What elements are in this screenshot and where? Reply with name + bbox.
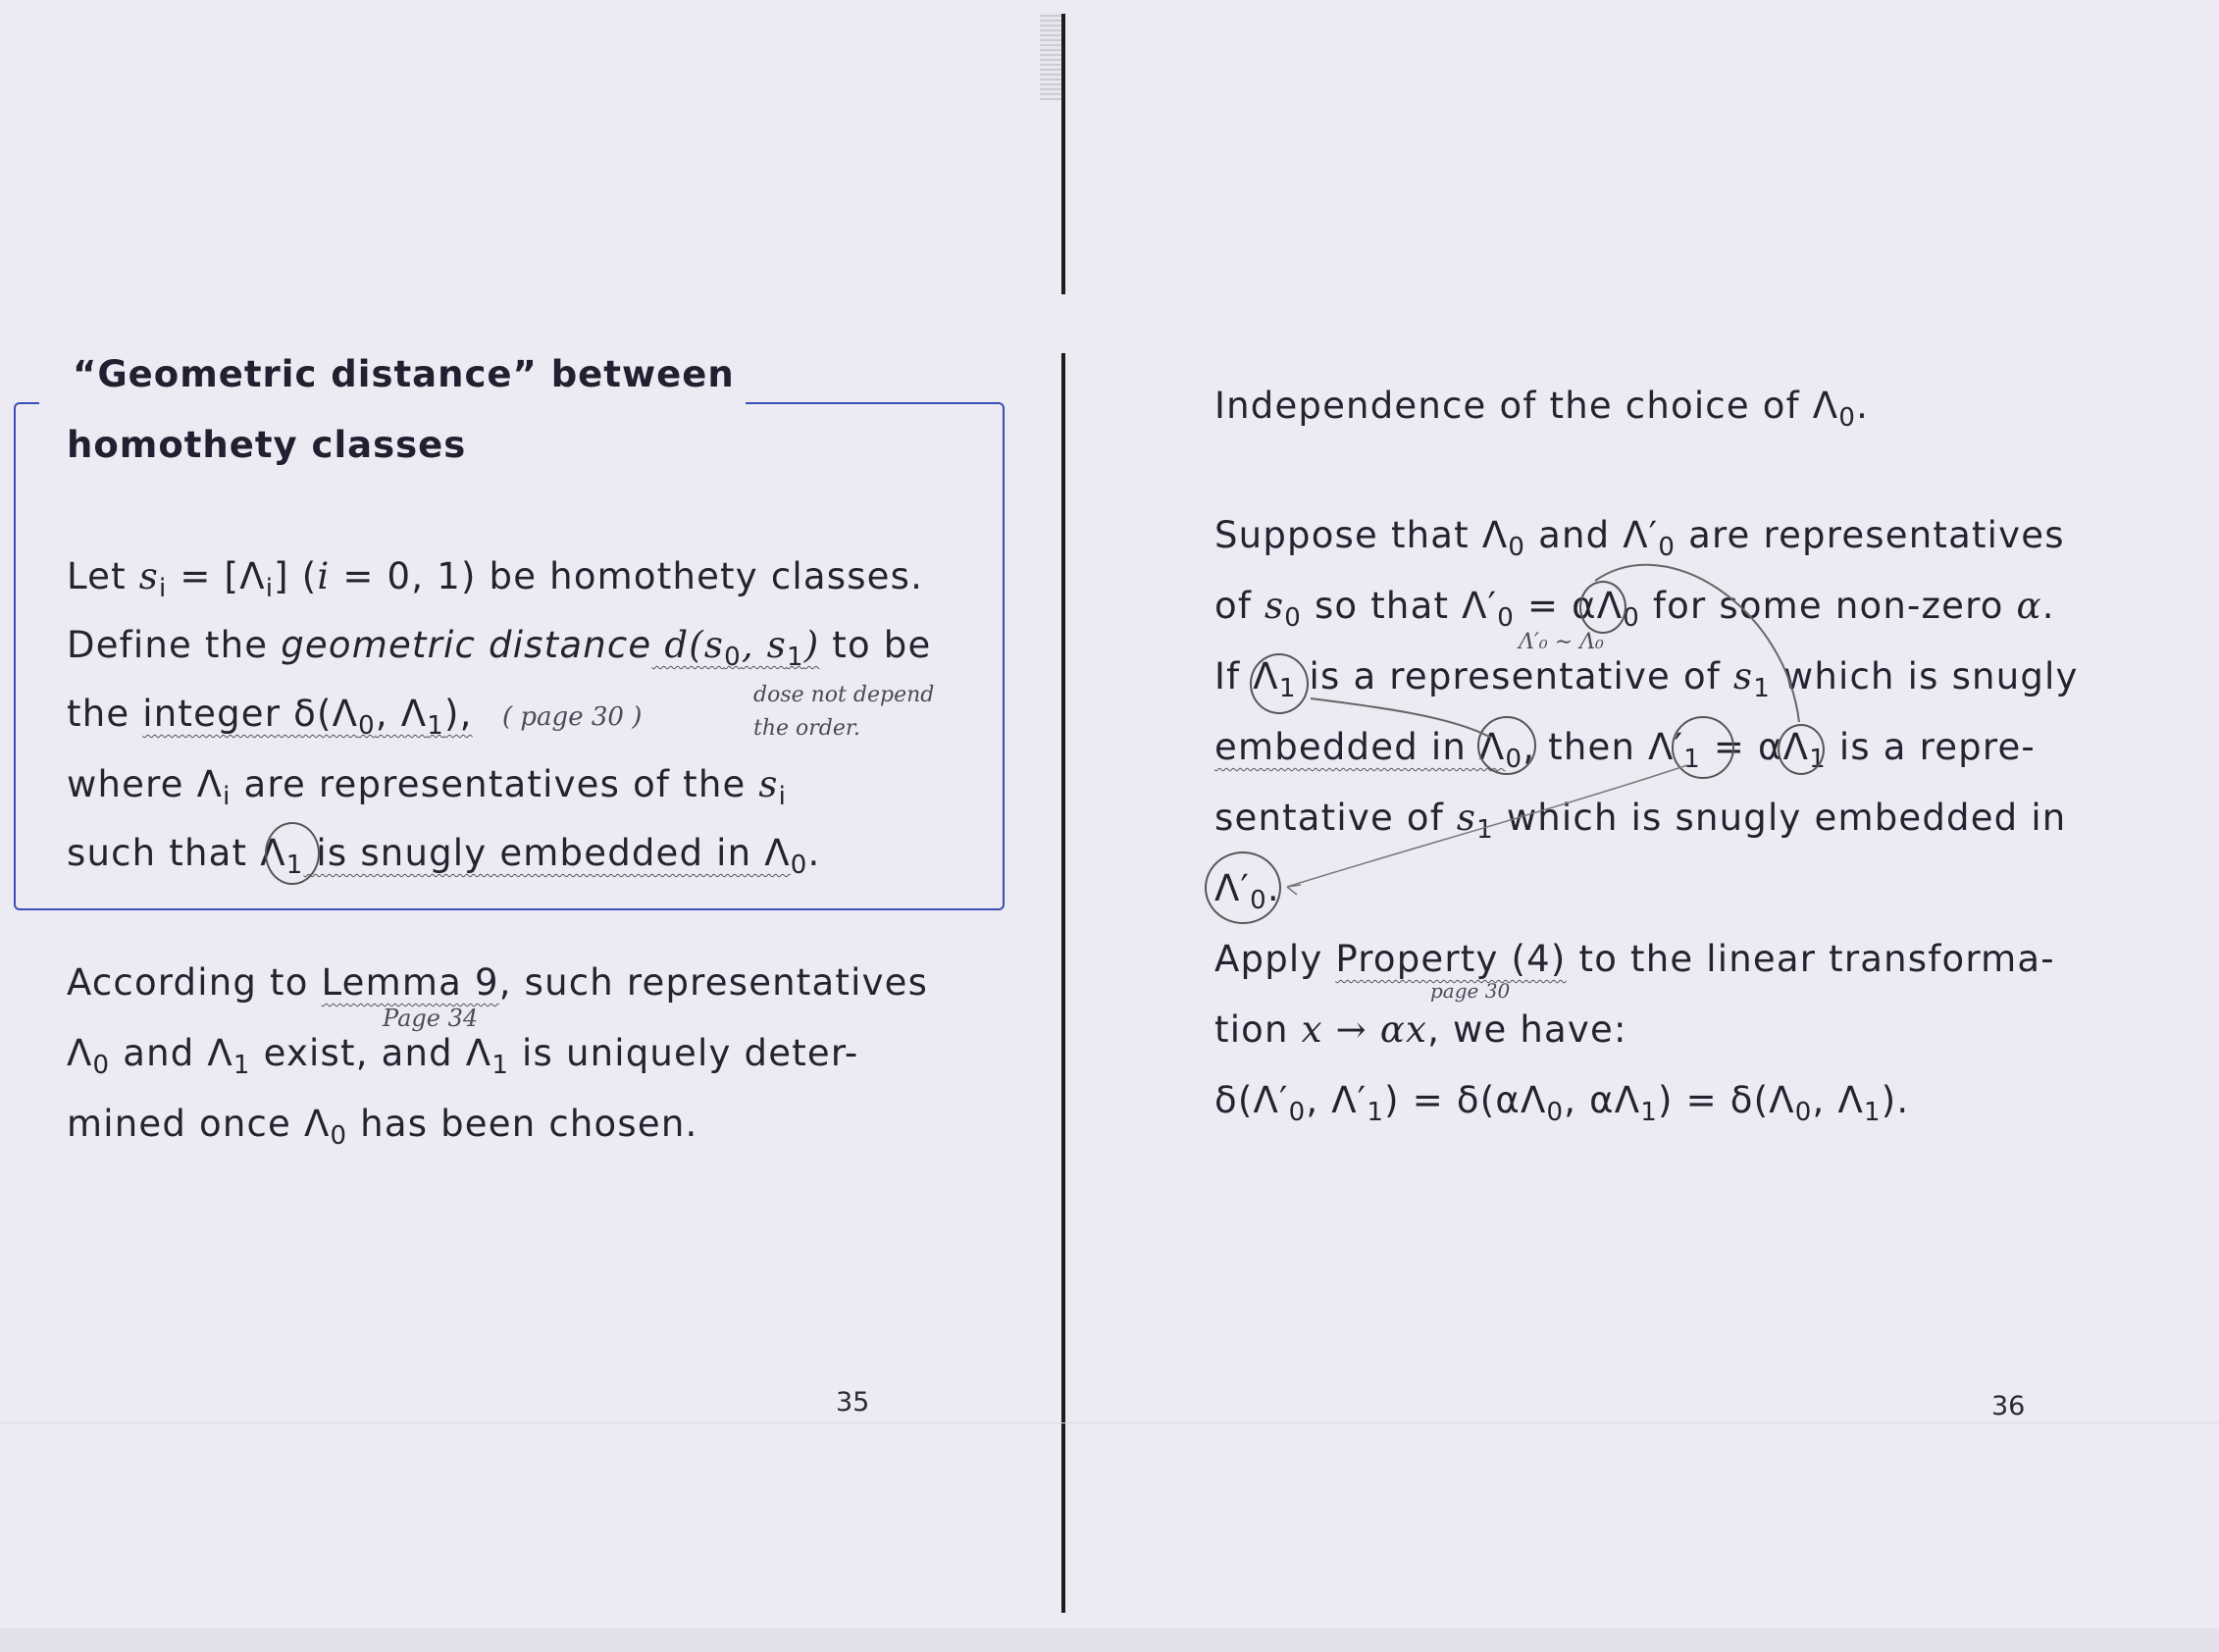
arrow-lambda1	[1311, 698, 1491, 738]
handwritten-note-page30-right: page 30	[1430, 979, 1511, 1003]
handwritten-note-page30: ( page 30 )	[502, 702, 643, 732]
right-line-7: Apply Property (4) to the linear transforma-	[1214, 938, 2055, 980]
right-line-6: $\Lambda'_0$.	[1214, 867, 1280, 915]
paragraph-line-2: $\Lambda_0$ and $\Lambda_1$ exist, and $\Lambda_1$ is uniquely deter-	[67, 1032, 859, 1080]
page-number-right: 36	[1991, 1391, 2026, 1421]
right-line-3: If $\Lambda_1$ is a representative of $s_1$ which is snugly	[1214, 655, 2079, 703]
definition-line-4: where $\Lambda_i$ are representatives of the $s_i$	[67, 763, 788, 811]
arrow-alpha	[1595, 565, 1799, 722]
right-heading: Independence of the choice of $\Lambda_0$.	[1214, 385, 1870, 433]
arrow-to-lambda0-prime	[1287, 765, 1687, 887]
handwritten-note-order-2: the order.	[753, 716, 860, 741]
distance-notation: $d(s_0$, $s_1$)	[651, 624, 820, 672]
integer-delta: integer $\delta(\Lambda_0$, $\Lambda_1$),	[142, 693, 473, 741]
arrowhead	[1287, 885, 1301, 895]
definition-line-3: the integer $\delta(\Lambda_0$, $\Lambda_1$),	[67, 693, 473, 741]
paragraph-line-3: mined once $\Lambda_0$ has been chosen.	[67, 1103, 698, 1151]
section-title-line1: “Geometric distance” between	[73, 353, 735, 395]
paragraph-line-1: According to Lemma 9, such representatives	[67, 961, 929, 1004]
right-line-2: of $s_0$ so that $\Lambda'_0 = \alpha\Lambda_0$ for some non-zero α.	[1214, 585, 2055, 633]
definition-line-5: such that $\Lambda_1$ is snugly embedded in $\Lambda_0$.	[67, 832, 821, 880]
right-line-5: sentative of $s_1$ which is snugly embedded in	[1214, 797, 2067, 845]
handwritten-note-similar: Λ′₀ ∼ Λ₀	[1519, 630, 1604, 654]
right-line-4: embedded in $\Lambda_0$, then $\Lambda'_1 = \alpha\Lambda_1$ is a repre-	[1214, 726, 2036, 774]
definition-line-1: Let $s_i = [\Lambda_i] (i = 0$, 1) be homothety classes.	[67, 555, 924, 603]
section-title-line2: homothety classes	[67, 424, 467, 466]
handwritten-note-page34: Page 34	[383, 1005, 479, 1032]
right-line-8: tion x → αx, we have:	[1214, 1008, 1627, 1051]
page-number-left: 35	[836, 1387, 870, 1418]
handwritten-note-order-1: dose not depend	[753, 683, 935, 707]
definition-line-2: Define the geometric distance $d(s_0$, $s_1$) to be	[67, 624, 932, 672]
right-line-9: $\delta(\Lambda'_0$, $\Lambda'_1) = \delta(\alpha\Lambda_0$, $\alpha\Lambda_1) = \delta(\Lambda_0$, $\Lambda_1$).	[1214, 1079, 1910, 1127]
right-line-1: Suppose that $\Lambda_0$ and $\Lambda'_0$ are representatives	[1214, 514, 2065, 562]
